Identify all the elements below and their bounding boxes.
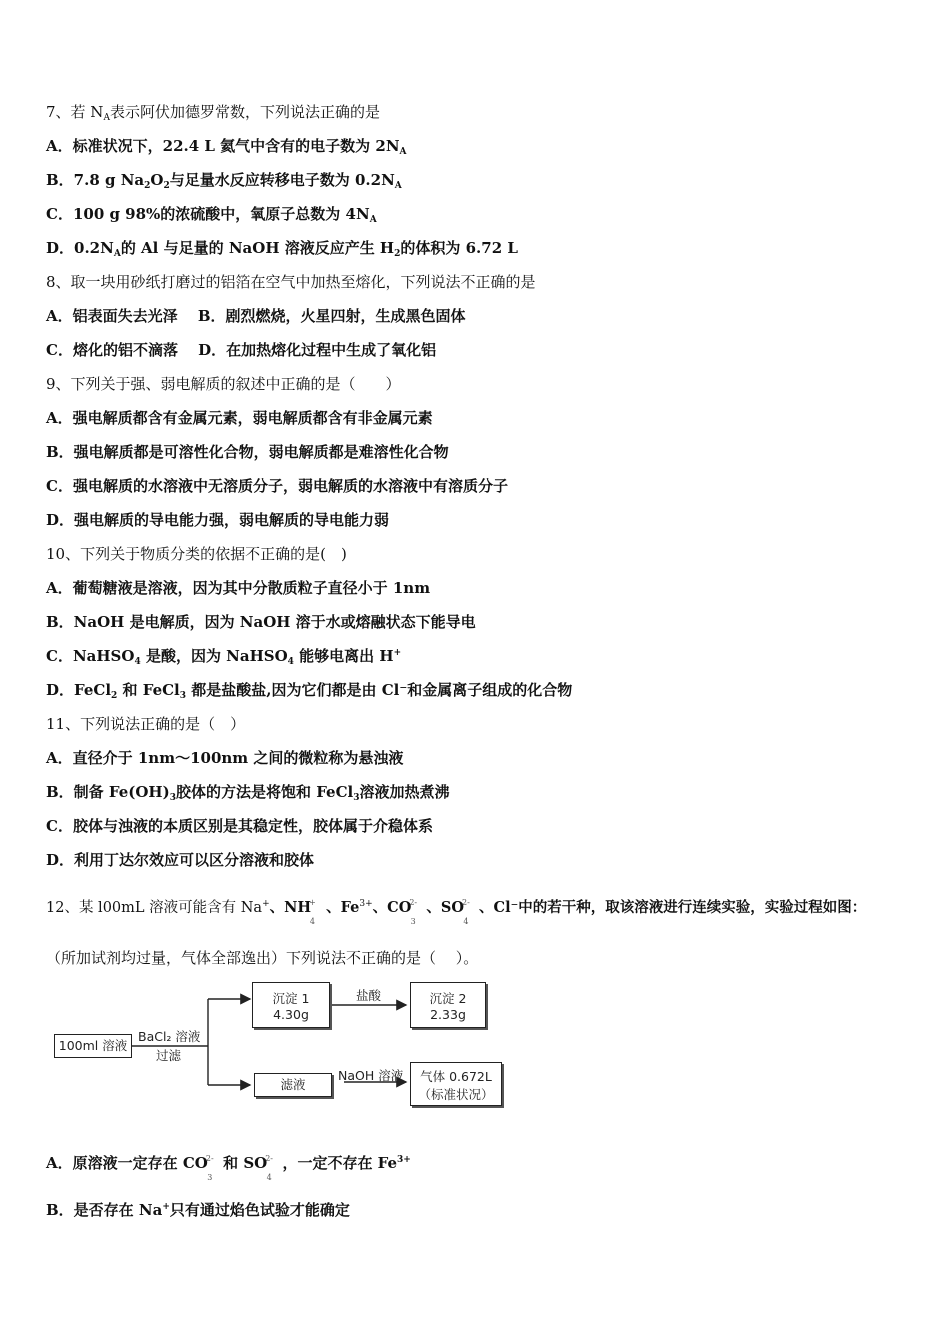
q11-option-d: D．利用丁达尔效应可以区分溶液和胶体	[46, 851, 315, 869]
q8-options-ab: A．铝表面失去光泽 B．剧烈燃烧，火星四射，生成黑色固体	[46, 307, 466, 325]
precipitate-2-mass: 2.33g	[430, 1007, 466, 1022]
q9-stem: 9、下列关于强、弱电解质的叙述中正确的是（ ）	[46, 375, 401, 393]
gas-box	[410, 1062, 502, 1106]
q9-option-b: B．强电解质都是可溶性化合物，弱电解质都是难溶性化合物	[46, 443, 449, 461]
gas-volume: 气体 0.672L	[420, 1069, 492, 1084]
q9-option-d: D．强电解质的导电能力强，弱电解质的导电能力弱	[46, 511, 390, 529]
q7-option-a: A．标准状况下，22.4 L 氦气中含有的电子数为 $2N_A$	[46, 137, 407, 157]
reagent-bacl2-label: BaCl₂ 溶液	[138, 1029, 201, 1044]
reagent-hcl-label: 盐酸	[356, 988, 382, 1003]
q7-option-d: D．$0.2N_A$的 Al 与足量的 NaOH 溶液反应产生 $H_2$的体积为 6.72 L	[46, 239, 518, 259]
start-solution-box: 100ml 溶液	[54, 1034, 132, 1058]
q7-stem: 7、若 $N_A$表示阿伏加德罗常数，下列说法正确的是	[46, 103, 380, 123]
q7-option-c: C．100 g 98%的浓硫酸中，氧原子总数为 $4N_A$	[46, 205, 377, 225]
q9-option-c: C．强电解质的水溶液中无溶质分子，弱电解质的水溶液中有溶质分子	[46, 477, 508, 495]
q12-option-a: A．原溶液一定存在 CO 2- 3 和 SO 2- 4 ，一定不存在 $Fe^{3+}$	[46, 1154, 411, 1182]
precipitate-2-name: 沉淀 2	[429, 991, 467, 1006]
experiment-flow-diagram	[52, 978, 512, 1113]
q11-stem: 11、下列说法正确的是（ ）	[46, 715, 246, 733]
q11-option-a: A．直径介于 1nm～100nm 之间的微粒称为悬浊液	[46, 749, 404, 767]
q8-options-cd: C．熔化的铝不滴落 D．在加热熔化过程中生成了氧化铝	[46, 341, 437, 359]
q8-stem: 8、取一块用砂纸打磨过的铝箔在空气中加热至熔化，下列说法不正确的是	[46, 273, 536, 291]
q10-option-d: D．FeCl$_2$ 和 FeCl$_3$ 都是盐酸盐,因为它们都是由 Cl⁻和金属离子组成的化合物	[46, 681, 573, 701]
precipitate-1-name: 沉淀 1	[272, 991, 310, 1006]
precipitate-1-mass: 4.30g	[273, 1007, 309, 1022]
q12-option-b: B．是否存在 Na+只有通过焰色试验才能确定	[46, 1201, 350, 1219]
q11-option-c: C．胶体与浊液的本质区别是其稳定性，胶体属于介稳体系	[46, 817, 433, 835]
precipitate-1-box	[252, 982, 330, 1028]
q12-stem-cont: （所加试剂均过量，气体全部逸出）下列说法不正确的是（ ）。	[46, 949, 479, 967]
q7-option-b: B．7.8 g $Na_2O_2$与足量水反应转移电子数为 $0.2N_A$	[46, 171, 402, 191]
reagent-naoh-label: NaOH 溶液	[338, 1068, 404, 1083]
q9-option-a: A．强电解质都含有金属元素，弱电解质都含有非金属元素	[46, 409, 433, 427]
q12-stem: 12、某 l00mL 溶液可能含有 Na+、NH + 4 、$Fe^{3+}$、CO 2- 3 、SO 2- 4 、Cl⁻中的若干种，取该溶液进行连续实验，实验过程如图：	[46, 898, 867, 926]
filter-step-label: 过滤	[156, 1048, 182, 1063]
q10-stem: 10、下列关于物质分类的依据不正确的是( )	[46, 545, 347, 563]
q10-option-b: B．NaOH 是电解质，因为 NaOH 溶于水或熔融状态下能导电	[46, 613, 476, 631]
filtrate-box: 滤液	[254, 1073, 332, 1097]
q10-option-a: A．葡萄糖液是溶液，因为其中分散质粒子直径小于 1nm	[46, 579, 431, 597]
q10-option-c: C．NaHSO$_4$ 是酸，因为 NaHSO$_4$ 能够电离出 H+	[46, 647, 402, 667]
q11-option-b: B．制备 $Fe(OH)_3$胶体的方法是将饱和 FeCl$_3$溶液加热煮沸	[46, 783, 450, 803]
gas-condition: （标准状况）	[418, 1087, 494, 1102]
precipitate-2-box	[410, 982, 486, 1028]
